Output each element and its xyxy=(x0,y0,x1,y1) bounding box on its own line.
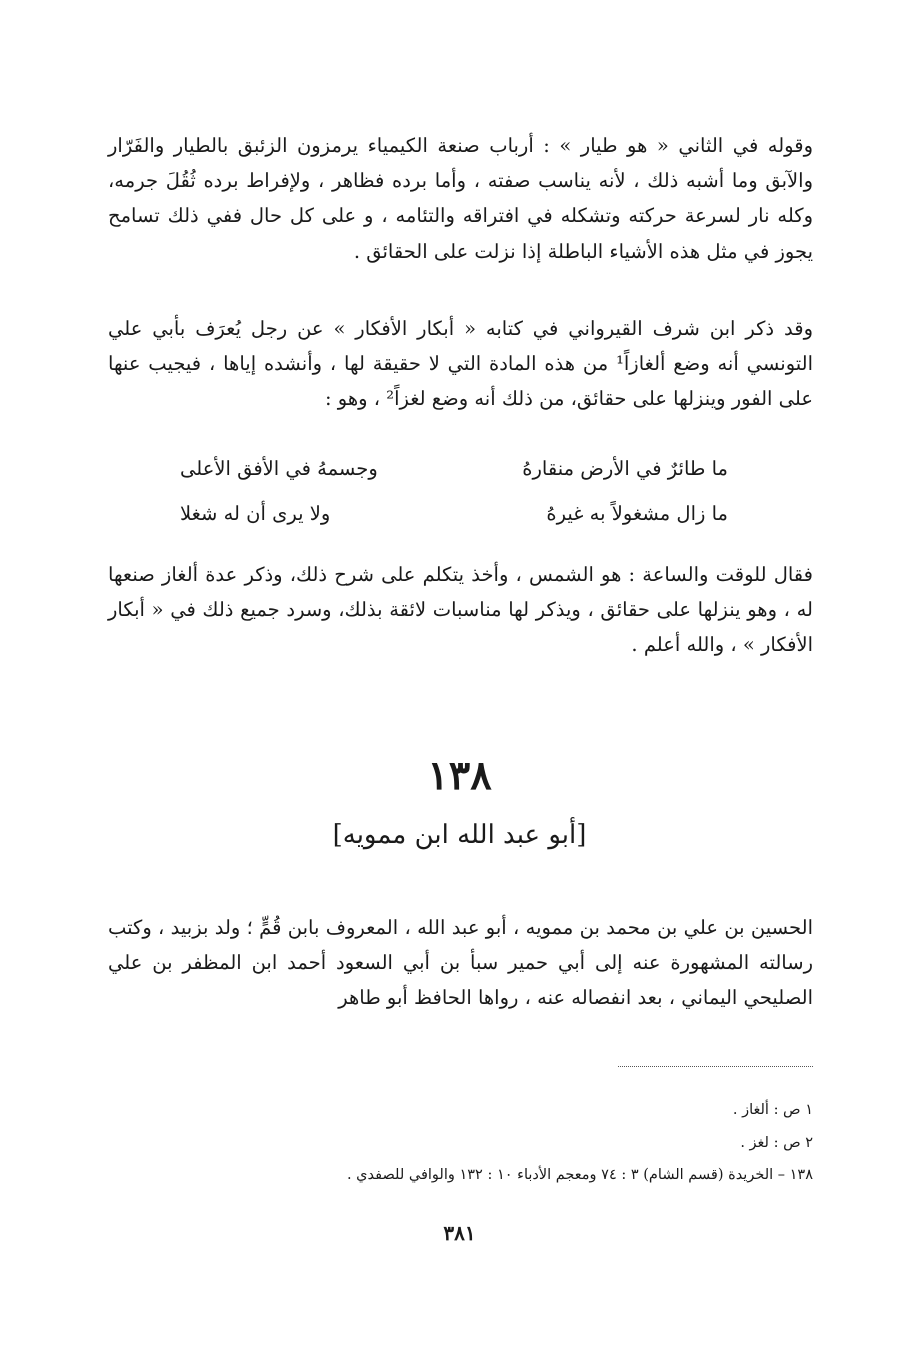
verse-line-2-second-hemistich: ولا يرى أن له شغلا xyxy=(180,502,331,525)
section-number: ١٣٨ xyxy=(427,752,492,799)
footnote-1: ١ ص : ألغاز . xyxy=(732,1102,813,1118)
footnote-2: ٢ ص : لغز . xyxy=(740,1135,813,1151)
section-title: [أبو عبد الله ابن ممويه] xyxy=(332,820,587,850)
verse-line-1 xyxy=(180,451,728,487)
verse-line-1-second-hemistich: وجسمهُ في الأفق الأعلى xyxy=(180,457,378,480)
verse-line-1-first-hemistich: ما طائرٌ في الأرض منقارهُ xyxy=(522,457,728,480)
paragraph-biography: الحسين بن علي بن محمد بن ممويه ، أبو عبد الله ، المعروف بابن قُمٍّ ؛ ولد بزبيد ، وكتب رسالته المشهورة عنه إلى أبي حمير سبأ بن أبي السعود أحمد ابن المظفر بن علي الصليحي اليماني ، بعد انفصاله عنه ، رواها الحافظ أبو طاهر xyxy=(108,916,813,1010)
footnote-divider xyxy=(618,1066,813,1067)
paragraph-mercury-riddle: وقوله في الثاني « هو طيار » : أرباب صنعة الكيمياء يرمزون الزئبق بالطيار والفَرّار والآبق وما أشبه ذلك ، لأنه يناسب صفته ، وأما برده فظاهر ، ولإفراط برده ثُقُلَ جرمه، وكله نار لسرعة حركته وتشكله في افتراقه والتئامه ، و على كل حال ففي ذلك تسامح يجوز في مثل هذه الأشياء الباطلة إذا نزلت على الحقائق . xyxy=(108,134,813,263)
paragraph-sun-answer: فقال للوقت والساعة : هو الشمس ، وأخذ يتكلم على شرح ذلك، وذكر عدة ألغاز صنعها له ، وهو ينزلها على حقائق ، ويذكر لها مناسبات لائقة بذلك، وسرد جميع ذلك في « أبكار الأفكار » ، والله أعلم . xyxy=(108,563,813,657)
page-number: ٣٨١ xyxy=(443,1221,476,1245)
paragraph-ibn-sharaf: وقد ذكر ابن شرف القيرواني في كتابه « أبكار الأفكار » عن رجل يُعرَف بأبي علي التونسي أنه وضع ألغازاً¹ من هذه المادة التي لا حقيقة لها ، وأنشده إياها ، فيجيب عنها على الفور وينزلها على حقائق، من ذلك أنه وضع لغزاً² ، وهو : xyxy=(108,317,814,411)
verse-line-2-first-hemistich: ما زال مشغولاً به غيرهُ xyxy=(546,502,728,525)
verse-line-2 xyxy=(180,496,728,532)
footnote-sources: ١٣٨ – الخريدة (قسم الشام) ٣ : ٧٤ ومعجم الأدباء ١٠ : ١٣٢ والوافي للصفدي . xyxy=(346,1167,813,1183)
